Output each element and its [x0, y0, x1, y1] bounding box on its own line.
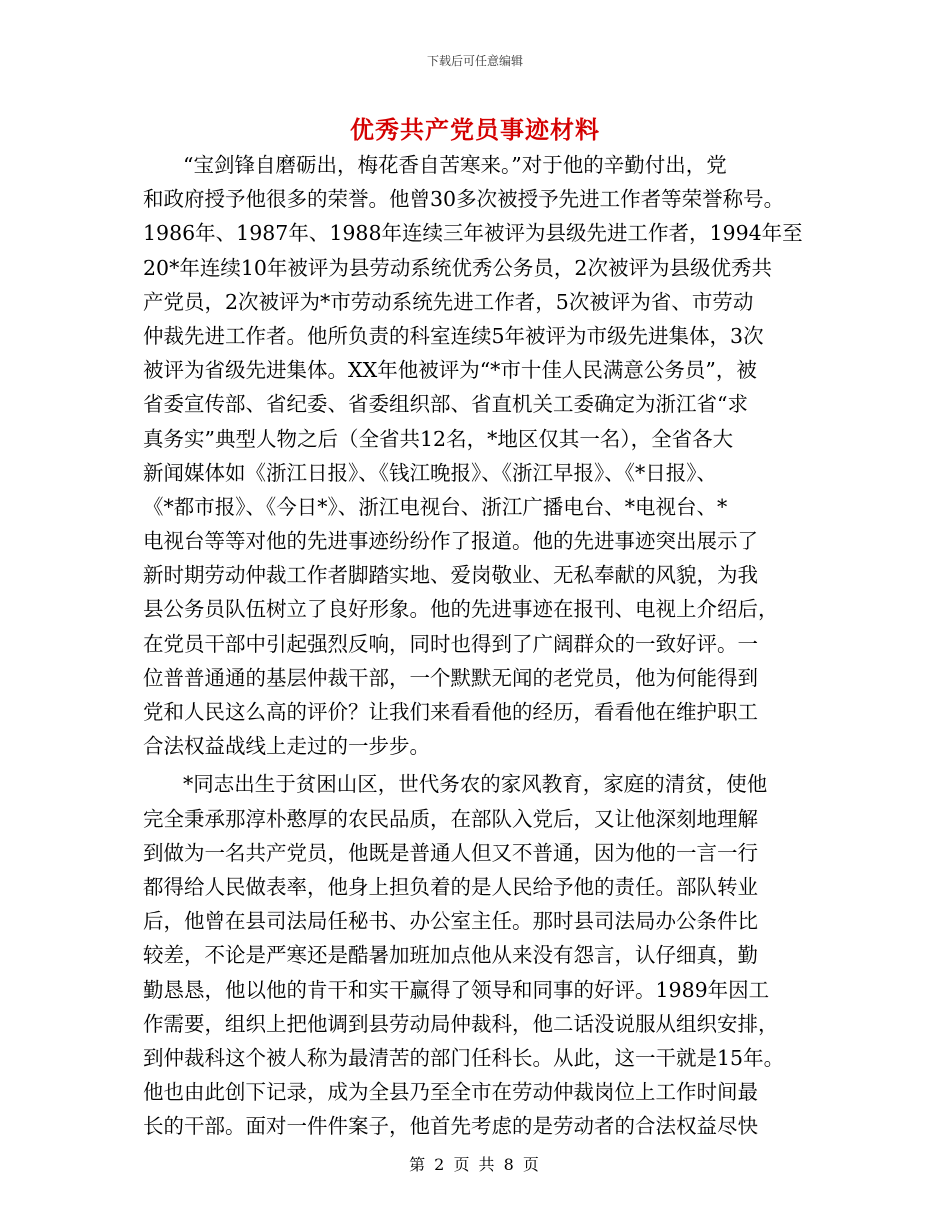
- text-line: 1986年、1987年、1988年连续三年被评为县级先进工作者，1994年至: [143, 221, 803, 246]
- document-title: 优秀共产党员事迹材料: [350, 115, 600, 144]
- text-line: 《*都市报》、《今日*》、浙江电视台、浙江广播电台、*电视台、*: [143, 494, 728, 519]
- text-line: 长的干部。面对一件件案子，他首先考虑的是劳动者的合法权益尽快: [143, 1114, 758, 1139]
- text-line: 作需要，组织上把他调到县劳动局仲裁科，他二话没说服从组织安排，: [143, 1011, 779, 1036]
- text-line: 产党员，2次被评为*市劳动系统先进工作者，5次被评为省、市劳动: [143, 289, 754, 314]
- text-line: 党和人民这么高的评价？让我们来看看他的经历，看看他在维护职工: [143, 700, 758, 724]
- text-line: 仲裁先进工作者。他所负责的科室连续5年被评为市级先进集体，3次: [143, 323, 764, 348]
- text-line: 在党员干部中引起强烈反响，同时也得到了广阔群众的一致好评。一: [143, 631, 758, 656]
- text-line: 真务实”典型人物之后（全省共12名，*地区仅其一名），全省各大: [143, 426, 734, 451]
- text-line: 新闻媒体如《浙江日报》、《钱江晚报》、《浙江早报》、《*日报》、: [143, 460, 717, 485]
- paragraph-2: [143, 767, 813, 1143]
- text-line: 完全秉承那淳朴憨厚的农民品质，在部队入党后，又让他深刻地理解: [143, 806, 758, 831]
- document-body: [143, 148, 813, 1143]
- text-line: 被评为省级先进集体。XX年他被评为“*市十佳人民满意公务员”，被: [143, 358, 757, 383]
- text-line: 较差，不论是严寒还是酷暑加班加点他从来没有怨言，认仔细真，勤: [143, 943, 758, 968]
- text-line: 县公务员队伍树立了良好形象。他的先进事迹在报刊、电视上介绍后，: [143, 597, 779, 622]
- text-line: 新时期劳动仲裁工作者脚踏实地、爱岗敬业、无私奉献的风貌，为我: [143, 563, 758, 588]
- paragraph-1: [143, 148, 813, 763]
- text-line: 他也由此创下记录，成为全县乃至全市在劳动仲裁岗位上工作时间最: [143, 1080, 758, 1105]
- text-line: 合法权益战线上走过的一步步。: [143, 734, 430, 759]
- page-number-footer: 第 2 页 共 8 页: [409, 1155, 541, 1174]
- text-line: 省委宣传部、省纪委、省委组织部、省直机关工委确定为浙江省“求: [143, 392, 748, 417]
- text-line: “宝剑锋自磨砺出，梅花香自苦寒来。”对于他的辛勤付出，党: [183, 153, 727, 177]
- text-line: 位普普通通的基层仲裁干部，一个默默无闻的老党员，他为何能得到: [143, 665, 758, 690]
- header-note: 下载后可任意编辑: [426, 54, 523, 68]
- text-line: 到做为一名共产党员，他既是普通人但又不普通，因为他的一言一行: [143, 840, 758, 865]
- text-line: 和政府授予他很多的荣誉。他曾30多次被授予先进工作者等荣誉称号。: [143, 187, 785, 212]
- text-line: *同志出生于贫困山区，世代务农的家风教育，家庭的清贫，使他: [183, 772, 768, 797]
- text-line: 后，他曾在县司法局任秘书、办公室主任。那时县司法局办公条件比: [143, 909, 758, 934]
- text-line: 都得给人民做表率，他身上担负着的是人民给予他的责任。部队转业: [143, 874, 758, 899]
- text-line: 勤恳恳，他以他的肯干和实干赢得了领导和同事的好评。1989年因工: [143, 977, 770, 1002]
- text-line: 到仲裁科这个被人称为最清苦的部门任科长。从此，这一干就是15年。: [143, 1045, 785, 1070]
- text-line: 电视台等等对他的先进事迹纷纷作了报道。他的先进事迹突出展示了: [143, 529, 758, 554]
- text-line: 20*年连续10年被评为县劳动系统优秀公务员，2次被评为县级优秀共: [143, 255, 772, 280]
